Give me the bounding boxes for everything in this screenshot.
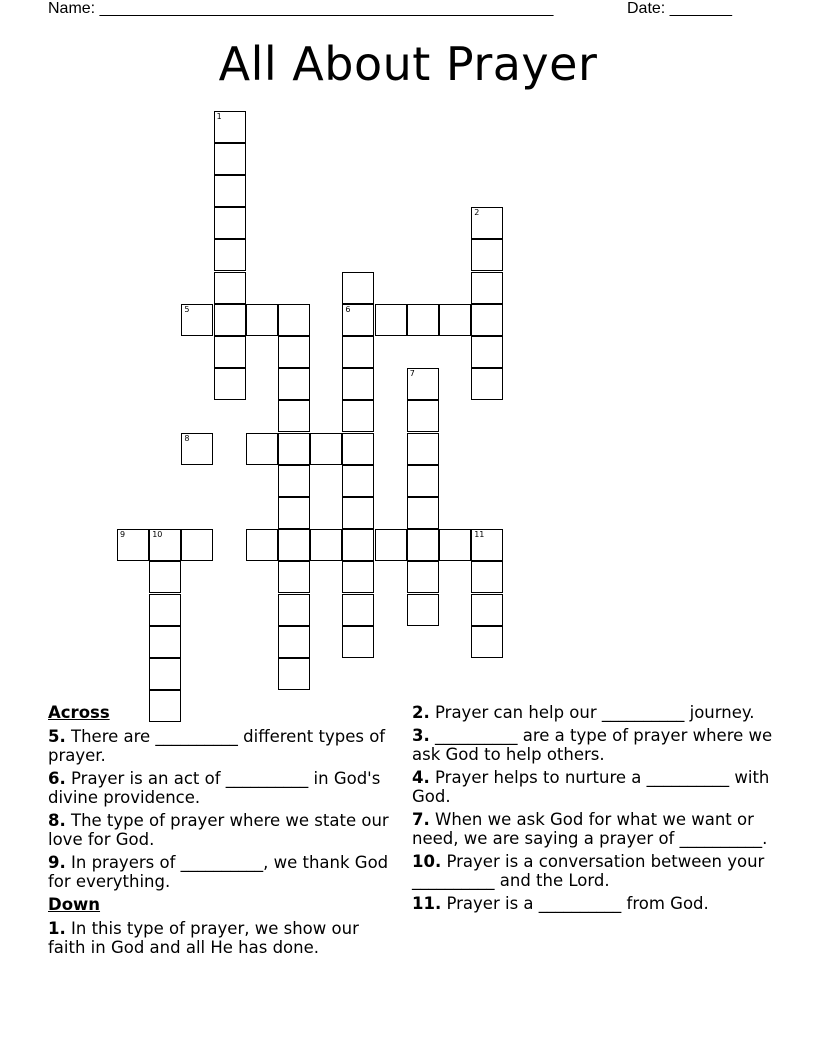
clue-item <box>48 919 396 957</box>
crossword-cell[interactable] <box>342 368 374 400</box>
clues-right-column <box>412 703 777 917</box>
crossword-cell[interactable] <box>149 658 181 690</box>
clue-item-text: Prayer is an act of __________ in God's divine providence. <box>48 769 381 807</box>
crossword-cell[interactable] <box>246 529 278 561</box>
name-field-label[interactable]: Name: ___________________________________________________ <box>48 0 554 17</box>
crossword-cell[interactable] <box>342 400 374 432</box>
crossword-cell[interactable] <box>278 433 310 465</box>
crossword-cell[interactable] <box>214 239 246 271</box>
crossword-cell[interactable] <box>439 529 471 561</box>
date-field-label[interactable]: Date: _______ <box>627 0 732 17</box>
across-heading: Across <box>48 703 110 722</box>
clue-item-number: 10. <box>412 852 442 871</box>
crossword-cell[interactable] <box>278 594 310 626</box>
clue-item <box>412 894 777 913</box>
across-clue-list <box>48 727 396 891</box>
crossword-cell[interactable] <box>407 529 439 561</box>
crossword-cell[interactable] <box>278 304 310 336</box>
crossword-cell[interactable] <box>342 465 374 497</box>
crossword-cell[interactable] <box>181 529 213 561</box>
clue-number: 11 <box>474 530 485 540</box>
clue-item-text: Prayer can help our __________ journey. <box>435 703 755 722</box>
crossword-cell[interactable] <box>471 626 503 658</box>
clues-left-column <box>48 703 396 961</box>
clue-item-text: Prayer is a __________ from God. <box>446 894 709 913</box>
crossword-cell[interactable] <box>471 594 503 626</box>
crossword-cell[interactable] <box>471 304 503 336</box>
clue-item-number: 2. <box>412 703 430 722</box>
clue-number: 9 <box>120 530 126 540</box>
crossword-cell[interactable] <box>214 175 246 207</box>
clue-item <box>412 852 777 890</box>
crossword-cell[interactable] <box>181 304 213 336</box>
clue-item-number: 5. <box>48 727 66 746</box>
clue-item-number: 8. <box>48 811 66 830</box>
crossword-cell[interactable] <box>407 368 439 400</box>
clue-item-text: The type of prayer where we state our love for God. <box>48 811 389 849</box>
crossword-cell[interactable] <box>278 465 310 497</box>
crossword-cell[interactable] <box>471 239 503 271</box>
crossword-cell[interactable] <box>471 368 503 400</box>
puzzle-title: All About Prayer <box>218 37 598 91</box>
crossword-cell[interactable] <box>471 529 503 561</box>
crossword-cell[interactable] <box>278 336 310 368</box>
crossword-cell[interactable] <box>342 304 374 336</box>
clue-item <box>412 726 777 764</box>
clue-item-number: 9. <box>48 853 66 872</box>
clue-item <box>48 727 396 765</box>
clue-number: 1 <box>216 111 222 121</box>
crossword-cell[interactable] <box>214 304 246 336</box>
crossword-cell[interactable] <box>407 304 439 336</box>
crossword-cell[interactable] <box>278 561 310 593</box>
clue-item-text: __________ are a type of prayer where we ask God to help others. <box>412 726 773 764</box>
crossword-cell[interactable] <box>214 143 246 175</box>
crossword-cell[interactable] <box>342 336 374 368</box>
crossword-cell[interactable] <box>278 626 310 658</box>
clue-item <box>48 769 396 807</box>
crossword-cell[interactable] <box>439 304 471 336</box>
clue-item-text: In prayers of __________, we thank God for everything. <box>48 853 389 891</box>
crossword-cell[interactable] <box>342 497 374 529</box>
crossword-cell[interactable] <box>278 400 310 432</box>
clue-item-number: 4. <box>412 768 430 787</box>
crossword-cell[interactable] <box>310 433 342 465</box>
crossword-cell[interactable] <box>214 336 246 368</box>
crossword-cell[interactable] <box>246 433 278 465</box>
clue-item-text: Prayer is a conversation between your __________ and the Lord. <box>412 852 765 890</box>
crossword-cell[interactable] <box>407 497 439 529</box>
down-heading: Down <box>48 895 101 914</box>
crossword-cell[interactable] <box>214 368 246 400</box>
clue-item-text: There are __________ different types of prayer. <box>48 727 386 765</box>
crossword-cell[interactable] <box>214 207 246 239</box>
crossword-cell[interactable] <box>149 594 181 626</box>
crossword-cell[interactable] <box>117 529 149 561</box>
clue-number: 2 <box>474 208 480 218</box>
crossword-cell[interactable] <box>342 433 374 465</box>
clue-item-number: 7. <box>412 810 430 829</box>
clue-number: 10 <box>152 530 163 540</box>
clue-item-number: 3. <box>412 726 430 745</box>
crossword-cell[interactable] <box>407 433 439 465</box>
crossword-cell[interactable] <box>278 529 310 561</box>
crossword-cell[interactable] <box>149 561 181 593</box>
clue-item-number: 11. <box>412 894 442 913</box>
clue-item <box>48 853 396 891</box>
clue-item <box>412 768 777 806</box>
crossword-cell[interactable] <box>278 497 310 529</box>
clue-item-text: In this type of prayer, we show our faith in God and all He has done. <box>48 919 359 957</box>
clue-item-text: Prayer helps to nurture a __________ with God. <box>412 768 770 806</box>
clue-item <box>412 703 777 722</box>
clue-number: 6 <box>345 304 351 314</box>
crossword-cell[interactable] <box>375 529 407 561</box>
clue-item-number: 6. <box>48 769 66 788</box>
crossword-cell[interactable] <box>149 626 181 658</box>
crossword-cell[interactable] <box>471 207 503 239</box>
down-clue-list-right <box>412 703 777 913</box>
crossword-cell[interactable] <box>342 272 374 304</box>
crossword-cell[interactable] <box>342 594 374 626</box>
crossword-cell[interactable] <box>342 626 374 658</box>
down-clue-list-left <box>48 919 396 957</box>
crossword-cell[interactable] <box>407 465 439 497</box>
crossword-cell[interactable] <box>342 561 374 593</box>
crossword-cell[interactable] <box>181 433 213 465</box>
crossword-cell[interactable] <box>407 594 439 626</box>
clue-item-number: 1. <box>48 919 66 938</box>
crossword-cell[interactable] <box>310 529 342 561</box>
crossword-cell[interactable] <box>375 304 407 336</box>
crossword-cell[interactable] <box>342 529 374 561</box>
crossword-cell[interactable] <box>149 529 181 561</box>
clue-number: 5 <box>184 304 190 314</box>
crossword-cell[interactable] <box>407 400 439 432</box>
crossword-cell[interactable] <box>278 658 310 690</box>
crossword-cell[interactable] <box>407 561 439 593</box>
crossword-cell[interactable] <box>214 111 246 143</box>
clue-number: 8 <box>184 433 190 443</box>
header <box>0 0 816 20</box>
crossword-cell[interactable] <box>246 304 278 336</box>
crossword-cell[interactable] <box>471 561 503 593</box>
clue-number: 7 <box>409 369 415 379</box>
clue-item <box>412 810 777 848</box>
clue-item-text: When we ask God for what we want or need, we are saying a prayer of __________. <box>412 810 768 848</box>
crossword-cell[interactable] <box>214 272 246 304</box>
crossword-cell[interactable] <box>471 272 503 304</box>
crossword-cell[interactable] <box>471 336 503 368</box>
clue-item <box>48 811 396 849</box>
crossword-cell[interactable] <box>278 368 310 400</box>
